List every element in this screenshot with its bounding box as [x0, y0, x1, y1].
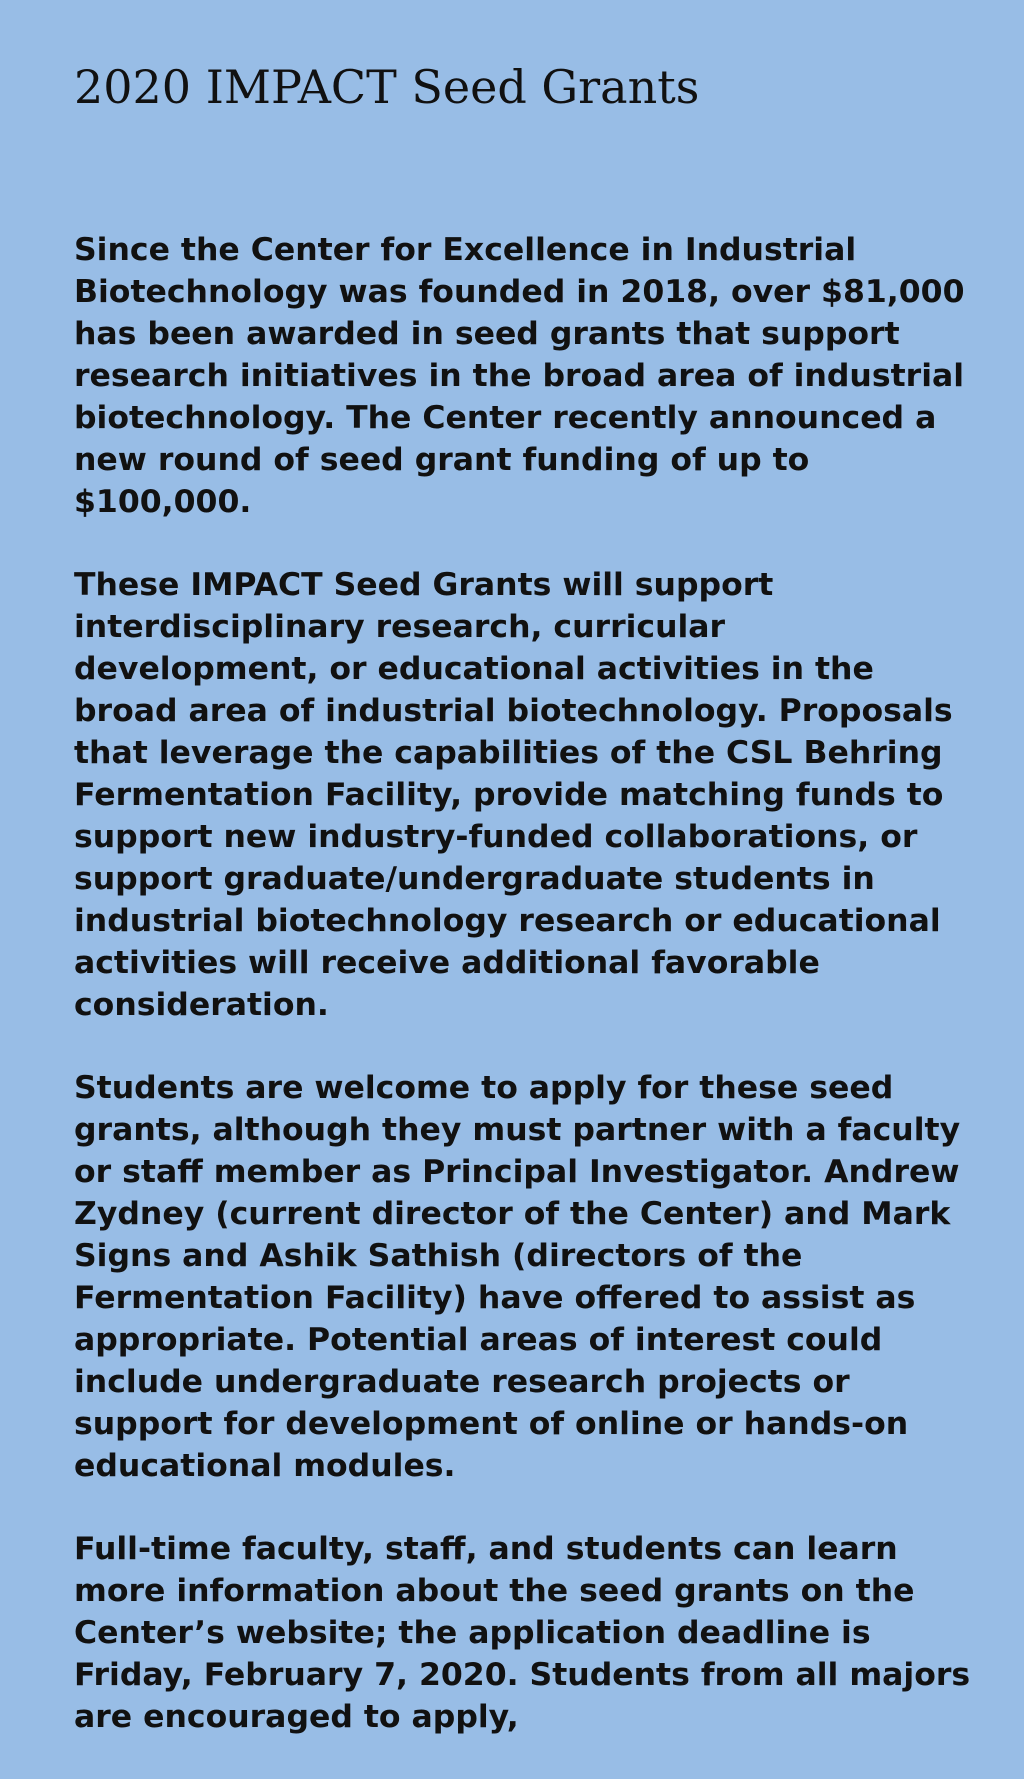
- paragraph-line: Full-time faculty, staff, and students can learn: [74, 1531, 898, 1567]
- paragraph-line: Biotechnology was founded in 2018, over $81,000: [74, 274, 965, 310]
- paragraph-line: broad area of industrial biotechnology. Proposals: [74, 693, 953, 729]
- paragraph-line: industrial biotechnology research or educational: [74, 903, 941, 939]
- article-body: [74, 229, 974, 1738]
- paragraph-line: more information about the seed grants on the: [74, 1573, 915, 1609]
- paragraph-line: are encouraged to apply,: [74, 1699, 519, 1735]
- paragraph-4: [74, 1528, 974, 1738]
- paragraph-line: $100,000.: [74, 484, 252, 520]
- paragraph-line: These IMPACT Seed Grants will support: [74, 567, 774, 603]
- paragraph-line: activities will receive additional favorable: [74, 945, 820, 981]
- page-title: 2020 IMPACT Seed Grants: [74, 60, 700, 114]
- paragraph-line: Friday, February 7, 2020. Students from all majors: [74, 1657, 971, 1693]
- paragraph-line: support graduate/undergraduate students in: [74, 861, 875, 897]
- paragraph-line: educational modules.: [74, 1448, 456, 1484]
- paragraph-2: [74, 564, 974, 1026]
- paragraph-line: Fermentation Facility) have offered to assist as: [74, 1280, 916, 1316]
- paragraph-line: interdisciplinary research, curricular: [74, 609, 726, 645]
- paragraph-line: Zydney (current director of the Center) and Mark: [74, 1196, 951, 1232]
- paragraph-line: Center’s website; the application deadline is: [74, 1615, 871, 1651]
- paragraph-line: that leverage the capabilities of the CSL Behring: [74, 735, 943, 771]
- paragraph-line: Since the Center for Excellence in Industrial: [74, 232, 857, 268]
- paragraph-line: Fermentation Facility, provide matching funds to: [74, 777, 944, 813]
- paragraph-line: Signs and Ashik Sathish (directors of the: [74, 1238, 803, 1274]
- paragraph-line: Students are welcome to apply for these seed: [74, 1070, 894, 1106]
- article-panel: [74, 52, 974, 1779]
- paragraph-line: support for development of online or hands-on: [74, 1406, 909, 1442]
- paragraph-3: [74, 1067, 974, 1487]
- paragraph-line: include undergraduate research projects or: [74, 1364, 850, 1400]
- paragraph-line: research initiatives in the broad area of industrial: [74, 358, 965, 394]
- paragraph-line: biotechnology. The Center recently announced a: [74, 400, 937, 436]
- paragraph-line: development, or educational activities in the: [74, 651, 874, 687]
- paragraph-line: appropriate. Potential areas of interest could: [74, 1322, 883, 1358]
- paragraph-line: support new industry-funded collaborations, or: [74, 819, 918, 855]
- paragraph-line: or staff member as Principal Investigator. Andrew: [74, 1154, 960, 1190]
- paragraph-line: grants, although they must partner with a faculty: [74, 1112, 961, 1148]
- paragraph-line: consideration.: [74, 987, 329, 1023]
- paragraph-line: has been awarded in seed grants that support: [74, 316, 900, 352]
- paragraph-1: [74, 229, 974, 523]
- paragraph-line: new round of seed grant funding of up to: [74, 442, 810, 478]
